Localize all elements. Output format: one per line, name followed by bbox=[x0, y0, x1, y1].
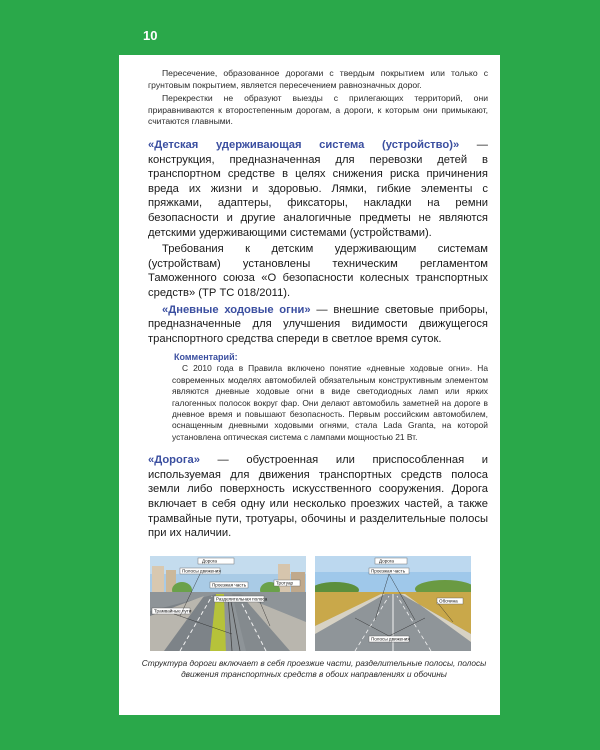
definition-daytime-lights-text: — внешние световые приборы, предназначенные для улучшения видимости движущегося транспортного средства спереди в светлое время суток. bbox=[148, 303, 488, 345]
label-lanes: Полосы движения bbox=[371, 636, 410, 642]
term-road: «Дорога» bbox=[148, 454, 200, 467]
definition-road bbox=[148, 453, 488, 541]
label-sidewalk: Тротуар bbox=[276, 580, 294, 586]
road-figures bbox=[150, 556, 480, 651]
page-number: 10 bbox=[143, 28, 158, 43]
label-carriageway: Проезжая часть bbox=[212, 582, 247, 588]
label-road: Дорога bbox=[202, 558, 217, 564]
figure-city-road bbox=[150, 556, 306, 651]
comment-title: Комментарий: bbox=[174, 352, 238, 363]
label-divider: Разделительная полоса bbox=[216, 596, 268, 602]
intro-paragraph-2: Перекрестки не образуют выезды с прилегающих территорий, они приравниваются к второстепенным дорогам, а дороги, к которым они примыкают, считаются главными. bbox=[148, 93, 488, 127]
term-daytime-lights: «Дневные ходовые огни» bbox=[162, 303, 311, 316]
definition-child-restraint bbox=[148, 138, 488, 240]
requirements-paragraph: Требования к детским удерживающим системам (устройствам) установлены техническим регламентом Таможенного союза «О безопасности колесных транспортных средств» (ТР ТС 018/2011). bbox=[148, 243, 488, 299]
label-road: Дорога bbox=[379, 558, 394, 564]
label-shoulder: Обочина bbox=[439, 598, 458, 604]
figure-caption: Структура дороги включает в себя проезжие части, разделительные полосы, полосы движения транспортных средств в обоих направлениях и обочины bbox=[141, 658, 487, 679]
figure-country-road bbox=[315, 556, 471, 651]
page-content bbox=[148, 68, 488, 541]
term-child-restraint: «Детская удерживающая система (устройство)» bbox=[148, 138, 460, 151]
label-tram: Трамвайные пути bbox=[154, 608, 192, 614]
comment-block bbox=[172, 352, 488, 443]
definition-road-text: — обустроенная или приспособленная и используемая для движения транспортных средств полоса земли либо поверхность искусственного сооружения. Дорога включает в себя одну или несколько проезжих частей, а также трамвайные пути, тротуары, обочины и разделительные полосы при их наличии. bbox=[148, 454, 488, 540]
top-green-band bbox=[0, 0, 600, 62]
comment-text: С 2010 года в Правила включено понятие «дневные ходовые огни». На современных моделях автомобилей обязательным конструктивным элементом являются дневные ходовые огни в виде светодиодных ламп или ярких галогенных полосок вокруг фар. Они делают автомобиль заметней на дороге в дневное время и повышают безопасность. Первым российским автомобилем, оснащенным дневными ходовыми огнями, стала Lada Granta, на которой установлена оптическая система с лампами мощностью 21 Вт. bbox=[172, 363, 488, 442]
definition-daytime-lights bbox=[148, 303, 488, 347]
label-carriageway: Проезжая часть bbox=[371, 568, 406, 574]
intro-paragraph-1: Пересечение, образованное дорогами с твердым покрытием или только с грунтовым покрытием, является пересечением равнозначных дорог. bbox=[148, 68, 488, 90]
definition-child-restraint-text: — конструкция, предназначенная для перевозки детей в транспортном средстве в целях снижения риска причинения вреда их жизни и здоровью. Лямки, гибкие элементы с пряжками, адаптеры, фиксаторы, накладки на ремни безопасности и другие аналогичные предметы не являются детскими удерживающими системами (устройствами). bbox=[148, 138, 488, 239]
label-lanes: Полосы движения bbox=[182, 568, 221, 574]
